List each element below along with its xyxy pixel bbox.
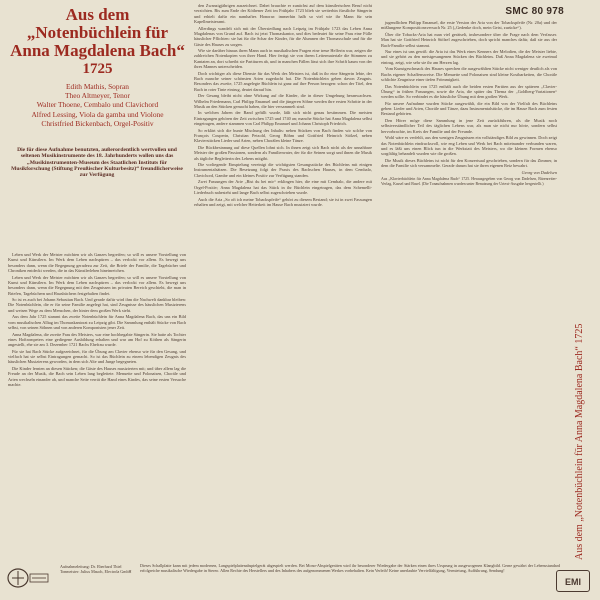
performer: Theo Altmeyer, Tenor [65, 91, 130, 101]
text-column-1 [8, 252, 186, 559]
paragraph: Aus dem Jahr 1725 stammt das zweite Notenbüchlein für Anna Magdalena Bach, das uns ein Bild vom musikalischen Alltag im Thomaskantorat zu Leipzig gibt. Die Sammlung enthält Stücke von Bach selbst, von seinen Söhnen und von anderen Komponisten jener Zeit. [8, 314, 186, 331]
paragraph: jugendlichen Philipp Emanuel, die erste Version der Aria von der Tobackspfeife (Nr. 20a) und der mißlungene Kompositionsversuch Nr. 25 („Gedenke doch, mein Geist, zurücke“). [381, 20, 557, 31]
spine-text: Aus dem „Notenbüchlein für Anna Magdalena Bach“ 1725 [574, 323, 585, 560]
paragraph: Allerdings wandelt sich mit der Übersiedlung nach Leipzig im Frühjahr 1723 das Leben Anna Magdalenas von Grund auf. Bach ist jetzt Thomaskantor, und dies bedeutet für seine Frau eine Fülle häuslicher Pflichten: sie hat für die Schar der Kinder, für die Alumnen der Thomasschule und für die Gäste des Hauses zu sorgen. [194, 25, 372, 47]
performer-list [10, 82, 185, 128]
paragraph: Für sie hat Bach Stücke aufgezeichnet, für die Übung am Clavier ebenso wie für den Gesang, und vielfach hat sie selbst Eintragungen gemacht. So ist das Büchlein zu einem lebendigen Zeugnis des häuslichen Musizierens geworden, in dem sich Alte und Junge begegneten. [8, 348, 186, 365]
instrument-note: Die für diese Aufnahme benutzten, außerordentlich wertvollen und seltenen Musikinstrumente des 18. Jahrhunderts wollen uns das „Musikinstrumenten-Museum des Staatlichen Instituts für Musikforschung (Stiftung Preußischer Kulturbesitz)“ freundlicherweise zur Verfügung [11, 147, 183, 179]
performer: Walter Thoene, Cembalo und Clavichord [36, 100, 159, 110]
performer: Christfried Bickenbach, Orgel-Positiv [41, 118, 154, 128]
title-year: 1725 [82, 61, 113, 77]
paragraph: Die Kinder lernten an diesen Stücken; die Gäste des Hauses musizierten mit; und über allem lag die Freude an der Musik, die Bach sein Leben lang begleitete. Menuette und Polonaisen, Choräle und Arien wechseln einander ab, und manche Seite verrät die Hand eines Kindes, das seine ersten Versuche machte. [8, 366, 186, 388]
spine-title [566, 20, 592, 565]
paragraph: Über die Tobacks-Aria hat man viel gerätselt, insbesondere über die Frage nach dem Verfasser. Man hat sie Gottfried Heinrich Stölzel zugeschrieben, doch spricht manches dafür, daß sie aus der Bach-Familie selbst stammt. [381, 31, 557, 48]
paragraph: Das Notenbüchlein von 1725 enthält auch die beiden ersten Partiten aus der späteren „Clavier-Übung“ in frühen Fassungen, sowie die Aria, die später das Thema der „Goldberg-Variationen“ werden sollte. So verbindet es die häusliche Übung mit dem großen Werk. [381, 83, 557, 100]
catalog-number: SMC 80 978 [505, 6, 564, 17]
paragraph: Die vorliegende Einspielung vereinigt die wichtigsten Gesangsstücke des Büchleins mit einigen Instrumentalsätzen. Die Besetzung folgt der Praxis des Bachschen Hauses, in dem Cembalo, Clavichord, Gambe und ein kleines Positiv zur Verfügung standen. [194, 162, 372, 178]
paragraph: So erklärt sich die bunte Mischung des Inhalts: neben Stücken von Bach finden wir solche von François Couperin, Christian Petzold, Georg Böhm und Gottfried Heinrich Stölzel, neben Klavierstücken Lieder und Arien, neben Chorälen kleine Tänze. [194, 127, 372, 144]
paragraph: Leben und Werk der Meister möchten wir als Ganzes begreifen; so will es unsere Vorstellung von Kunst und Künstlern. Im Werk dem Leben nachspüren – das verlockt vor allem. Es bewegt uns besonders dann, wenn die Begegnung geradezu zur Zeit, die Briefe der Familie, die Tagebücher und Chroniken entdeckt werden, die in das Künstlerleben hineinreichen. [8, 252, 186, 274]
paragraph: Doch wichtiger als diese Dienste für das Werk des Meisters ist, daß in ihr eine Sängerin lebte, der Bach manche seiner schönsten Arien zugedacht hat. Die Notenbüchlein geben davon Zeugnis. Besonders das zweite, 1725 angelegte Büchlein ist ganz auf ihre Person bezogen: schon der Titel, den Bach in roter Tinte eintrug, deutet darauf hin. [194, 70, 372, 92]
performer: Edith Mathis, Sopran [65, 82, 130, 91]
text-column-3 [381, 20, 557, 559]
source-footnote: Aus „Klavierbüchlein für Anna Magdalena Bach“ 1725. Herausgegeben von Georg von Dadelsen, Bärenreiter-Verlag, Kassel und Basel. (Die Tonaufnahmen wurden unter Benutzung der Urtext-Ausgabe hergestellt.) [381, 176, 557, 186]
paragraph: In welchen Jahren der Band gefüllt wurde, läßt sich nicht genau bestimmen. Die meisten Eintragungen gehören der Zeit zwischen 1725 und 1740 an; manche Stücke hat Anna Magdalena selbst eingetragen, andere stammen von Carl Philipp Emanuel und Johann Christoph Friedrich. [194, 110, 372, 127]
paragraph: Leben und Werk der Meister möchten wir als Ganzes begreifen; so will es unsere Vorstellung von Kunst und Künstlern. Im Werk dem Leben nachspüren – das verlockt vor allem. Es bewegt uns besonders dann, wenn die Begegnung mit den Zeugnissen im privaten Bereich geschieht, die man in Briefen, Tagebüchern und Hausbüchern festgehalten findet. [8, 274, 186, 296]
paragraph: den Zwanzigjährigen auszeichnet. Dabei brauchte er zunächst auf dem künstlerischen Beruf nicht verzichten. Bis zum Ende der Köthener Zeit im Frühjahr 1723 blieb sie weiterhin fürstliche Sängerin und erhielt dafür ein namhaftes Honorar: immerhin halb so viel wie ihr Mann für sein Kapellmeisteramt. [194, 3, 372, 25]
paragraph: Die Rückbesinnung auf diese Quellen lohnt sich. In ihnen zeigt sich Bach nicht als der unnahbare Meister der großen Passionen, sondern als Familienvater, der für die Seinen sorgt und ihnen die Musik als tägliche Begleiterin des Lebens mitgibt. [194, 144, 372, 161]
paragraph: Vom Kunstgeschmack des Hauses sprechen die ausgewählten Stücke nicht weniger deutlich als von Bachs eigener Schaffensweise. Die Menuette und Polonaisen sind kleine Kostbarkeiten, die Choräle schlichte Zeugnisse einer tiefen Frömmigkeit. [381, 66, 557, 82]
recording-credits [60, 564, 134, 574]
paragraph: Die Musik dieses Büchleins ist nicht für den Konzertsaal geschrieben, sondern für das Zimmer, in dem die Familie sich versammelte. Gerade darum hat sie ihren eigenen Reiz bewahrt. [381, 157, 557, 169]
paragraph: Wie sie darüber hinaus ihren Mann auch in musikalischen Fragen eine treue Helferin war, zeigen die zahlreichen Notenkopien von ihrer Hand. Hier fertigt sie von ihrem Leitermateriale die Stimmen zu Kantaten an, dort schreibt sie Partituren ab, und in manchen Fällen lässt sich ihre Schrift kaum von der ihres Mannes unterscheiden. [194, 48, 372, 70]
text-column-2 [194, 3, 372, 559]
title-line-2: „Notenbüchlein für [26, 23, 169, 42]
paragraph: Auch die Aria „So oft ich meine Tobackspfeife“ gehört zu diesem Bestand; sie ist in zwei Fassungen erhalten und zeigt, mit welcher Heiterkeit im Hause Bach musiziert wurde. [194, 196, 372, 207]
performer: Alfred Lessing, Viola da gamba und Violone [31, 109, 164, 119]
author-signature: Georg von Dadelsen [521, 169, 557, 175]
paragraph: Für unsere Aufnahme wurden Stücke ausgewählt, die ein Bild von der Vielfalt des Büchleins geben: Lieder und Arien, Choräle und Tänze, dazu Instrumentalstücke, die im Hause Bach zum festen Bestand gehörten. [381, 100, 557, 117]
paragraph: So ist es auch bei Johann Sebastian Bach. Und gerade dafür wird ihm die Nachwelt dankbar bleiben: Die Notenbüchlein, die er für seine Familie angelegt hat, sind Zeugnisse des häuslichen Musizierens und weisen Wege zu dem Menschen, der hinter dem großen Werk steht. [8, 297, 186, 313]
paragraph: Anna Magdalena, die zweite Frau des Meisters, war eine hochbegabte Sängerin. Sie hatte als Tochter eines Hoftrompeters eine gediegene Ausbildung erhalten und war am Hof zu Köthen als Sängerin angestellt, ehe sie am 3. Dezember 1721 Bachs Ehefrau wurde. [8, 331, 186, 348]
columbia-logo-icon [6, 567, 50, 589]
paragraph: Wohl wäre es verfehlt, aus den wenigen Zeugnissen ein vollständiges Bild zu gewinnen. Doch zeigt das Notenbüchlein eindrucksvoll, wie eng Leben und Werk bei Bach miteinander verbunden waren, und es läßt uns einen Blick tun in die Werkstatt des Meisters, wo die kleinen Formen ebenso sorgfältig behandelt wurden wie die großen. [381, 135, 557, 157]
credit-line: Tonmeister: Julius Mauch, Electrola GmbH [60, 569, 132, 574]
paragraph: Den Hörer möge diese Sammlung in jene Zeit zurückführen, als die Musik noch selbstverständlicher Teil des täglichen Lebens war, als man sie nicht nur hörte, sondern selbst hervorbrachte, im Kreis der Familie und der Freunde. [381, 117, 557, 134]
paragraph: Zwei Fassungen der Arie „Bist du bei mir“ erklingen hier, die eine mit Cembalo, die andere mit Orgel-Positiv; Anna Magdalena hat das Stück in ihr Büchlein eingetragen, das dem Schemelli-Liederbuch nahesteht und lange Bach selbst zugeschrieben wurde. [194, 179, 372, 196]
paragraph: Nur eines ist uns gewiß: die Aria ist das Werk eines Kenners der Melodien, die der Meister liebte, und sie gehört zu den meistgesungenen Stücken des Büchleins. Daß Anna Magdalena sie zweimal eintrug, zeigt, wie sehr sie ihr am Herzen lag. [381, 49, 557, 65]
paragraph: Der Gesang bleibt nicht ohne Wirkung auf die Kinder, die in dieser Umgebung heranwachsen. Wilhelm Friedemann, Carl Philipp Emanuel und die jüngeren Söhne werden ihre ersten Schritte in der Musik an den Stücken gemacht haben, die hier versammelt sind. [194, 93, 372, 109]
legal-notice: Dieses Schallplatte kann mit jedem modernen, Langspielplattenabspielgerät abgespielt werden. Bei Mono-Abspielgeräten wird ihr besonderer Wiedergabe der Stärken einen ihres Ursprung in ausgewogenen Klangbild. Gerne gewährt der Lebensstandard erfolgreiche musikalische Wiedergabe in Stereo. Allen Rechte des Herstellers und des Inhabers des aufgenommenen Werkes vorbehalten. Kein Verleih! Keine unerlaubte Vervielfältigung, Vermietung, Aufführung, Sendung! [140, 563, 560, 573]
title-line-3: Anna Magdalena Bach“ [10, 41, 185, 60]
emi-logo-icon: EMI [556, 570, 590, 592]
title-line-1: Aus dem [65, 5, 130, 24]
title-block [10, 6, 185, 78]
credit-line: Aufnahmeleitung: Dr. Eberhard Thiel [60, 564, 122, 569]
